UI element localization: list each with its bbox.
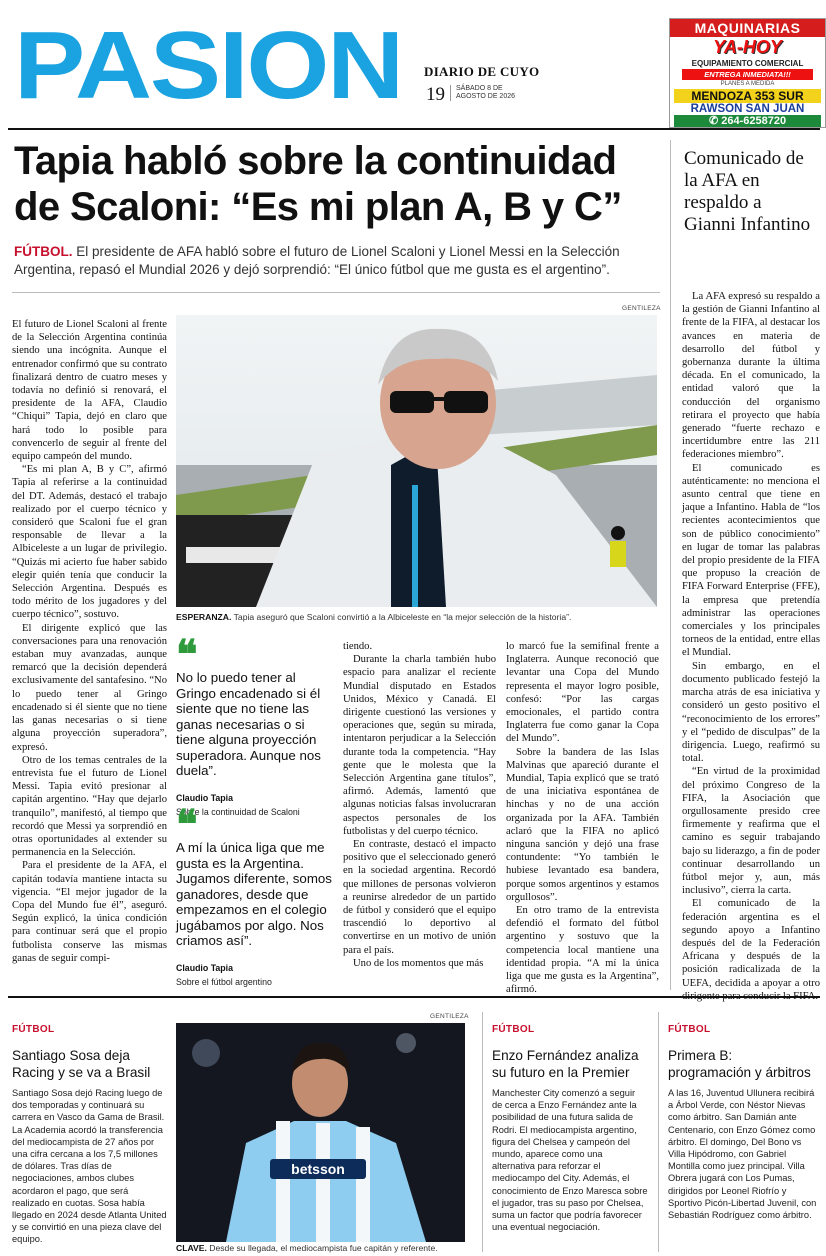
svg-text:betsson: betsson: [291, 1161, 345, 1177]
date-line-1: SÁBADO 8 DE: [456, 85, 503, 92]
brief-body: Santiago Sosa dejó Racing luego de dos temporadas y continuará su carrera en Vasco da Gama de Brasil. La Academia acordó la transferencia del mediocampista de 27 años por una cifra cercana a los 7,5 millones de dólares. Tras días de negociaciones, ambos clubes acordaron el pago, que será realizado en cuotas. Sosa había llegado en 2024 desde Atlanta United y se convirtió en una pieza clave del equipo.: [12, 1088, 167, 1245]
brief-divider: [482, 1012, 483, 1252]
ad-city: RAWSON SAN JUAN: [690, 103, 805, 115]
brief-body: Manchester City comenzó a seguir de cerca a Enzo Fernández ante la posibilidad de una futura salida de Rodri. El mediocampista argentino, figura del Chelsea y campeón del mundo, aparece como una alternativa para reforzar el mediocampo del City. Además, el conocimiento de Enzo Maresca sobre el jugador, tras su paso por Chelsea, suma un factor que podría favorecer una eventual negociación.: [492, 1088, 648, 1233]
side-paragraph: El comunicado es auténticamente: no menciona el asunto central que tiene en jaque a Infantino. Habla de “los recientes acontecimientos que son de público conocimiento” en lugar de tomar las palabras del propio presidente de la FIFA que propuso la creación de FIFA Forward Enterprise (FFE), la empresa que pretendía administrar las operaciones comerciales y los principales torneos de la entidad, entre ellas el Mundial.: [682, 462, 820, 659]
quote-author: Claudio Tapia: [176, 962, 234, 973]
bottom-section-rule: [8, 996, 820, 998]
headline-line-1: Tapia habló sobre la continuidad: [14, 139, 617, 183]
ad-line-1: EQUIPAMIENTO COMERCIAL: [691, 59, 804, 68]
main-photo: [176, 315, 657, 607]
main-paragraph: “Es mi plan A, B y C”, afirmó Tapia al referirse a la continuidad del DT. Además, destacó el trabajo realizado por el cuerpo técnico y consideró que Scaloni fue el gran responsable de llevar a la Albiceleste a un lugar de privilegio. “Quizás mi acierto fue haber sabido elegir quién tenía que conducir la Selección Argentina. Después es todo mérito de los jugadores y del cuerpo técnico”, sostuvo.: [12, 464, 167, 621]
brief-body: A las 16, Juventud Ullunera recibirá a Árbol Verde, con Néstor Nievas como árbitro. San Damián ante Centenario, con Enzo Gómez como árbitro. El domingo, Del Bono vs Villa Hipódromo, con Gabriel Montilla como juez principal. Villa Obrera jugará con Los Pumas, dirigidos por Leonel Riofrío y Sportivo Picón-Libertad Juvenil, con Sebastián Rodríguez como árbitro.: [668, 1088, 817, 1221]
headline-line-2: de Scaloni: “Es mi plan A, B y C”: [14, 185, 622, 229]
main-column-3: [343, 640, 496, 980]
caption-text: Desde su llegada, el mediocampista fue capitán y referente.: [209, 1243, 438, 1253]
ad-phone-number: 264-6258720: [721, 115, 787, 127]
deck-separator: [12, 292, 660, 293]
side-column-divider: [670, 140, 671, 990]
brief-sosa: [12, 1024, 168, 1245]
side-paragraph: Sin embargo, en el documento publicado festejó la marcha atrás de esa iniciativa y consideró un gesto positivo el “reconocimiento de los errores” y el “pedido de disculpas” de la dirigencia. Luego, reafirmó su total.: [682, 660, 820, 765]
main-paragraph: Durante la charla también hubo espacio para analizar el reciente Mundial disputado en Estados Unidos, México y Canadá. El dirigente cuestionó las versiones y operaciones que, según su mirada, intentaron perjudicar a la Selección durante toda la competencia. “Hay gente que le molesta que la Selección Argentina gane títulos”, afirmó. Además, lamentó que algunas noticias falsas involucraran aspectos personales de los futbolistas y del cuerpo técnico.: [343, 654, 496, 837]
main-paragraph: El dirigente explicó que las conversaciones para una renovación estaban muy avanzadas, aunque remarcó que la decisión dependerá exclusivamente del santafesino. “No lo puedo tener al Gringo encadenado si él siente que no tiene las ganas necesarias o si tiene alguna proyección superadora”, expresó.: [12, 622, 167, 753]
deck-kicker: FÚTBOL.: [14, 244, 73, 259]
main-paragraph: lo marcó fue la semifinal frente a Inglaterra. Aunque reconoció que levantar una Copa del Mundo representa el mayor logro posible, confesó: “Por las cargas emocionales, el partido contra Inglaterra fue como ganar la Copa del Mundo”.: [506, 641, 659, 745]
ad-brand: MAQUINARIAS: [670, 19, 825, 37]
quote-role: Sobre el fútbol argentino: [176, 976, 272, 987]
pasion-logo: [12, 12, 404, 119]
main-deck: [14, 243, 654, 279]
brief-kicker: FÚTBOL: [668, 1024, 711, 1035]
brief-enzo: [492, 1024, 648, 1247]
pull-quote-1: [176, 633, 336, 817]
main-paragraph: Otro de los temas centrales de la entrevista fue el futuro de Lionel Messi. Tapia evitó presionar al capitán argentino. “Hay que dejarlo tranquilo”, manifestó, al tiempo que recordó que Messi ya sorprendió en otras oportunidades al extender su permanencia en la Selección.: [12, 754, 167, 859]
brief-title: Santiago Sosa deja Racing y se va a Brasil: [12, 1048, 151, 1080]
brief-primera-b: [668, 1024, 818, 1247]
quote-role: Sobre la continuidad de Scaloni: [176, 806, 300, 817]
svg-text:PASION: PASION: [14, 12, 402, 119]
side-paragraph: “En virtud de la proximidad del próximo Congreso de la FIFA, la Asociación que orgullosamente presido cree firmemente y reafirma que el camino es seguir trabajando bajo su liderazgo, a fin de poder continuar desarrollando un fútbol mejor y, aun, más inclusivo”, cierra la carta.: [682, 766, 820, 897]
side-paragraph: El comunicado de la federación argentina es el segundo apoyo a Infantino después del de la Federación Africana y después de la posición radicalizada de la UEFA, decidida a apoyar a otro: [682, 898, 820, 989]
ad-address: MENDOZA 353 SUR: [674, 89, 821, 103]
paper-name: DIARIO DE CUYO: [424, 64, 540, 79]
sosa-photo: [176, 1023, 465, 1242]
caption-label: CLAVE.: [176, 1243, 207, 1253]
page-number: 19: [426, 84, 445, 105]
main-paragraph: En contraste, destacó el impacto positivo que el seleccionado generó en la sociedad argentina. Recordó que millones de personas volvieron a reunirse alrededor de un partido de fútbol y consideró que el equipo trascendió lo deportivo al convertirse en un motivo de unión para el país.: [343, 839, 496, 956]
main-paragraph: Para el presidente de la AFA, el capitán todavía mantiene intacta su vigencia. “El mejor jugador de la Copa del Mundo fue él”, aseguró. Según explicó, la única condición para continuar será que el propio futbolista conserve las mismas ganas de seguir compi-: [12, 860, 167, 964]
quote-text: No lo puedo tener al Gringo encadenado si él siente que no tiene las ganas necesarias o si tiene alguna proyección superadora. Aunque nos duela”.: [176, 670, 321, 778]
pull-quote-2: [176, 803, 336, 987]
quote-mark-icon: ❝: [176, 633, 198, 677]
quote-text: A mí la única liga que me gusta es la Argentina. Jugamos diferente, somos ganadores, desde que empezamos en el colegio jugábamos por algo. Nos criamos así”.: [176, 840, 332, 948]
caption-text: Tapia aseguró que Scaloni convirtió a la Albiceleste en “la mejor selección de la historia”.: [233, 612, 572, 622]
main-paragraph: tiendo.: [343, 641, 373, 652]
brief-kicker: FÚTBOL: [12, 1024, 55, 1035]
quote-mark-icon: ❝: [176, 803, 198, 847]
main-paragraph: El futuro de Lionel Scaloni al frente de la Selección Argentina continúa siendo una incógnita. Aunque el entrenador confirmó que su contrato finalizará dentro de cuatro meses y todavía no definió si renovará, el presidente de la AFA, Claudio “Chiqui” Tapia, dejó en claro que hará todo lo posible para convencerlo de seguir al frente del equipo campeón del mundo.: [12, 319, 167, 463]
bottom-photo-credit: GENTILEZA: [430, 1013, 469, 1020]
main-paragraph: Sobre la bandera de las Islas Malvinas que apareció durante el Mundial, Tapia explicó que se trató de una iniciativa espontánea de hinchas y no de una acción organizada por la AFA. También aclaró que la FIFA no aplicó ninguna sanción y dejó una frase contundente: “Yo también le hubiese levantado esa bandera, porque somos argentinos y estamos orgullosos”.: [506, 746, 659, 903]
main-column-4: [506, 640, 659, 996]
brief-kicker: FÚTBOL: [492, 1024, 535, 1035]
ad-phone: ✆ 264-6258720: [674, 115, 821, 127]
advertisement: [669, 18, 826, 128]
main-photo-credit: GENTILEZA: [622, 305, 661, 312]
date-line-2: AGOSTO DE 2026: [456, 93, 516, 100]
deck-text: El presidente de AFA habló sobre el futuro de Lionel Scaloni y Lionel Messi en la Selección Argentina, repasó el Mundial 2026 y dejó sorprendió: “El único fútbol que me gusta es el argentino”.: [14, 244, 620, 277]
main-photo-caption: [176, 612, 660, 622]
masthead-rule: [8, 128, 820, 130]
brief-title: Primera B: programación y árbitros: [668, 1048, 811, 1080]
side-paragraph: La AFA expresó su respaldo a la gestión de Gianni Infantino al frente de la FIFA, al destacar los avances en materia de desarrollo del fútbol y gobernanza durante la última década. En el comunicado, la entidad valoró que la conducción del organismo retirara el proyecto que había generado “fuerte rechazo e incertidumbre entre las 211 federaciones miembro”.: [682, 291, 820, 461]
edition-date: [450, 85, 515, 101]
side-story-body: [682, 290, 820, 989]
main-paragraph: Uno de los momentos que más: [353, 957, 484, 969]
main-paragraph: En otro tramo de la entrevista defendió el formato del fútbol argentino y sostuvo que la competencia local mantiene una identidad propia. “A mí la única liga que me gusta es la Argentina”, afirmó.: [506, 905, 659, 996]
sosa-photo-caption: [176, 1243, 476, 1253]
brief-divider: [658, 1012, 659, 1252]
main-column-1: [12, 318, 167, 978]
ad-line-2: ENTREGA INMEDIATA!!!: [682, 69, 813, 80]
side-story-title: Comunicado de la AFA en respaldo a Gianni Infantino: [684, 148, 811, 235]
caption-label: ESPERANZA.: [176, 612, 232, 622]
main-headline: [14, 138, 654, 230]
quote-author: Claudio Tapia: [176, 792, 234, 803]
ad-line-3: PLANES A MEDIDA: [720, 81, 775, 87]
brief-title: Enzo Fernández analiza su futuro en la Premier: [492, 1048, 639, 1080]
ad-brand-2: YA-HOY: [713, 37, 782, 57]
